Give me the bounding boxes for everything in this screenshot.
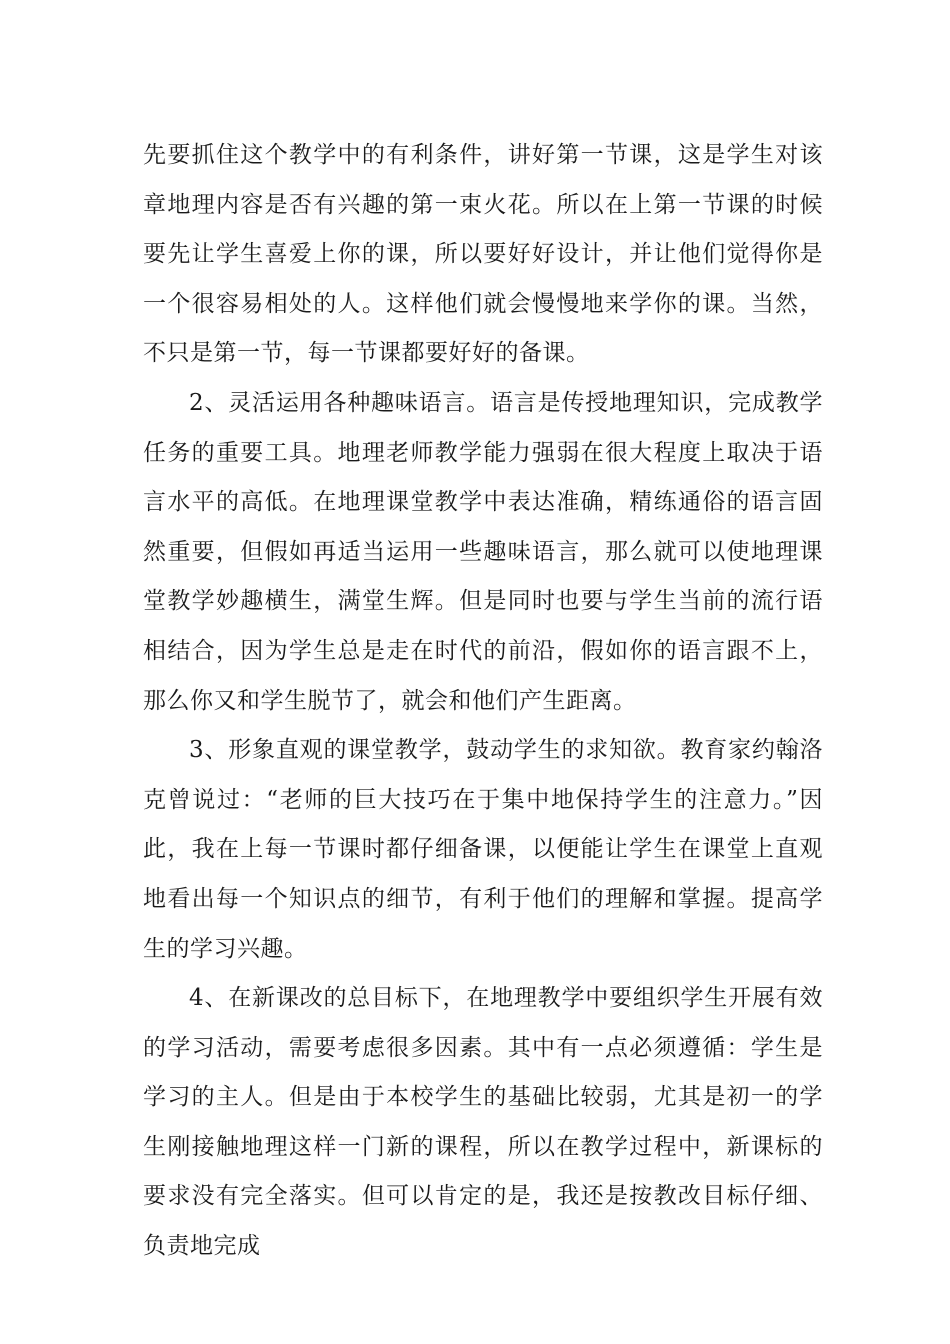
paragraph-point-3: 3、形象直观的课堂教学，鼓动学生的求知欲。教育家约翰洛克曾说过：“老师的巨大技巧在于集中地保持学生的注意力。”因此，我在上每一节课时都仔细备课，以便能让学生在课堂上直观地看出每一个知识点的细节，有利于他们的理解和掌握。提高学生的学习兴趣。 xyxy=(143,737,823,962)
paragraph-continuation: 先要抓住这个教学中的有利条件，讲好第一节课，这是学生对该章地理内容是否有兴趣的第一束火花。所以在上第一节课的时候要先让学生喜爱上你的课，所以要好好设计，并让他们觉得你是一个很容易相处的人。这样他们就会慢慢地来学你的课。当然，不只是第一节，每一节课都要好好的备课。 xyxy=(143,142,823,367)
body-text xyxy=(143,131,823,1272)
paragraph-point-4: 4、在新课改的总目标下，在地理教学中要组织学生开展有效的学习活动，需要考虑很多因素。其中有一点必须遵循：学生是学习的主人。但是由于本校学生的基础比较弱，尤其是初一的学生刚接触地理这样一门新的课程，所以在教学过程中，新课标的要求没有完全落实。但可以肯定的是，我还是按教改目标仔细、负责地完成 xyxy=(143,985,823,1260)
paragraph-point-2: 2、灵活运用各种趣味语言。语言是传授地理知识，完成教学任务的重要工具。地理老师教学能力强弱在很大程度上取决于语言水平的高低。在地理课堂教学中表达准确，精练通俗的语言固然重要，但假如再适当运用一些趣味语言，那么就可以使地理课堂教学妙趣横生，满堂生辉。但是同时也要与学生当前的流行语相结合，因为学生总是走在时代的前沿，假如你的语言跟不上，那么你又和学生脱节了，就会和他们产生距离。 xyxy=(143,389,823,714)
